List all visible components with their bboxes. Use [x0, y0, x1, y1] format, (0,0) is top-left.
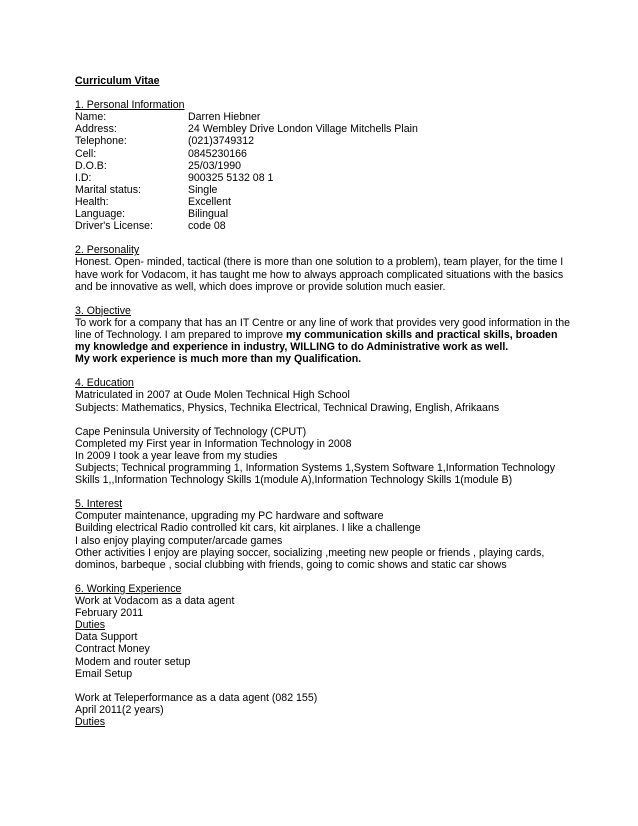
- field-value: Darren Hiebner: [188, 111, 261, 124]
- text-line: Completed my First year in Information Technology in 2008: [75, 437, 352, 450]
- personal-information-section: [75, 99, 598, 232]
- field-value: 25/03/1990: [188, 159, 242, 172]
- field-value: 900325 5132 08 1: [188, 171, 274, 184]
- field-value: 24 Wembley Drive London Village Mitchells Plain: [188, 123, 418, 136]
- field-value: 0845230166: [188, 147, 247, 160]
- text-line: Matriculated in 2007 at Oude Molen Technical High School: [75, 389, 350, 402]
- text-line-bold: My work experience is much more than my Qualification.: [75, 353, 362, 366]
- duties-label: Duties: [75, 715, 106, 728]
- text-line: To work for a company that has an IT Centre or any line of work that provides very good information in the: [75, 316, 571, 329]
- field-row-address: [75, 123, 598, 135]
- field-row-telephone: [75, 135, 598, 147]
- text-line: Skills 1,,Information Technology Skills 1(module A),Information Technology Skills 1(module B): [75, 474, 513, 487]
- field-row-dob: [75, 160, 598, 172]
- section-heading-interest: 5. Interest: [75, 498, 123, 511]
- duty-item: Email Setup: [75, 667, 133, 680]
- field-value: (021)3749312: [188, 135, 254, 148]
- field-label: Telephone:: [75, 135, 127, 148]
- personality-section: [75, 244, 598, 292]
- text-line: I also enjoy playing computer/arcade games: [75, 534, 283, 547]
- field-label: Cell:: [75, 147, 97, 160]
- text-line: and be innovative as well, which does improve or provide solution much easier.: [75, 280, 446, 293]
- job-title: Work at Teleperformance as a data agent (082 155): [75, 691, 318, 704]
- job-date: February 2011: [75, 607, 144, 620]
- duty-item: Modem and router setup: [75, 655, 191, 668]
- field-row-cell: [75, 148, 598, 160]
- education-section: [75, 377, 598, 486]
- text-line: In 2009 I took a year leave from my studies: [75, 449, 278, 462]
- job-title: Work at Vodacom as a data agent: [75, 595, 235, 608]
- duties-label: Duties: [75, 619, 106, 632]
- text-line-mixed: [75, 329, 598, 341]
- section-heading-objective: 3. Objective: [75, 304, 131, 317]
- field-value: Excellent: [188, 195, 231, 208]
- field-label: Name:: [75, 111, 107, 124]
- section-heading-work: 6. Working Experience: [75, 582, 182, 595]
- field-label: D.O.B:: [75, 159, 107, 172]
- section-heading-personality: 2. Personality: [75, 244, 140, 257]
- text-line: Computer maintenance, upgrading my PC hardware and software: [75, 510, 384, 523]
- field-value: Bilingual: [188, 208, 229, 221]
- text-line: Subjects; Technical programming 1, Information Systems 1,System Software 1,Information Technology: [75, 462, 556, 474]
- field-label: Driver's License:: [75, 220, 153, 233]
- text-bold: my communication skills and practical skills, broaden: [286, 328, 558, 341]
- field-row-health: [75, 196, 598, 208]
- field-label: Marital status:: [75, 183, 141, 196]
- objective-section: [75, 305, 598, 365]
- text-line: Cape Peninsula University of Technology (CPUT): [75, 425, 307, 438]
- section-heading-education: 4. Education: [75, 377, 134, 390]
- field-row-language: [75, 208, 598, 220]
- text-line: Building electrical Radio controlled kit cars, kit airplanes. I like a challenge: [75, 522, 421, 535]
- field-label: Health:: [75, 195, 109, 208]
- text-line: Subjects: Mathematics, Physics, Technika Electrical, Technical Drawing, English, Afrikaans: [75, 401, 500, 414]
- field-value: code 08: [188, 220, 226, 233]
- field-label: I.D:: [75, 171, 92, 184]
- duty-item: Contract Money: [75, 643, 150, 656]
- duty-item: Data Support: [75, 631, 138, 644]
- job-date: April 2011(2 years): [75, 703, 164, 716]
- text-line: Other activities I enjoy are playing soccer, socializing ,meeting new people or friends , playing cards,: [75, 546, 545, 559]
- text-line-bold: my knowledge and experience in industry, WILLING to do Administrative work as well.: [75, 341, 509, 354]
- document-title: Curriculum Vitae: [75, 75, 160, 87]
- working-experience-section: [75, 583, 598, 728]
- text-line: have work for Vodacom, it has taught me how to always approach complicated situations with the basics: [75, 268, 564, 281]
- interest-section: [75, 498, 598, 571]
- field-row-drivers-license: [75, 220, 598, 232]
- field-label: Language:: [75, 208, 126, 221]
- field-label: Address:: [75, 123, 117, 136]
- field-row-name: [75, 111, 598, 123]
- text-line: dominos, barbeque , social clubbing with friends, going to comic shows and static car shows: [75, 558, 507, 571]
- text-line: Honest. Open- minded, tactical (there is more than one solution to a problem), team player, for the time I: [75, 256, 564, 269]
- field-row-marital-status: [75, 184, 598, 196]
- field-row-id: [75, 172, 598, 184]
- section-heading-personal: 1. Personal Information: [75, 99, 185, 112]
- field-value: Single: [188, 183, 218, 196]
- text-plain: line of Technology. I am prepared to improve: [75, 328, 287, 341]
